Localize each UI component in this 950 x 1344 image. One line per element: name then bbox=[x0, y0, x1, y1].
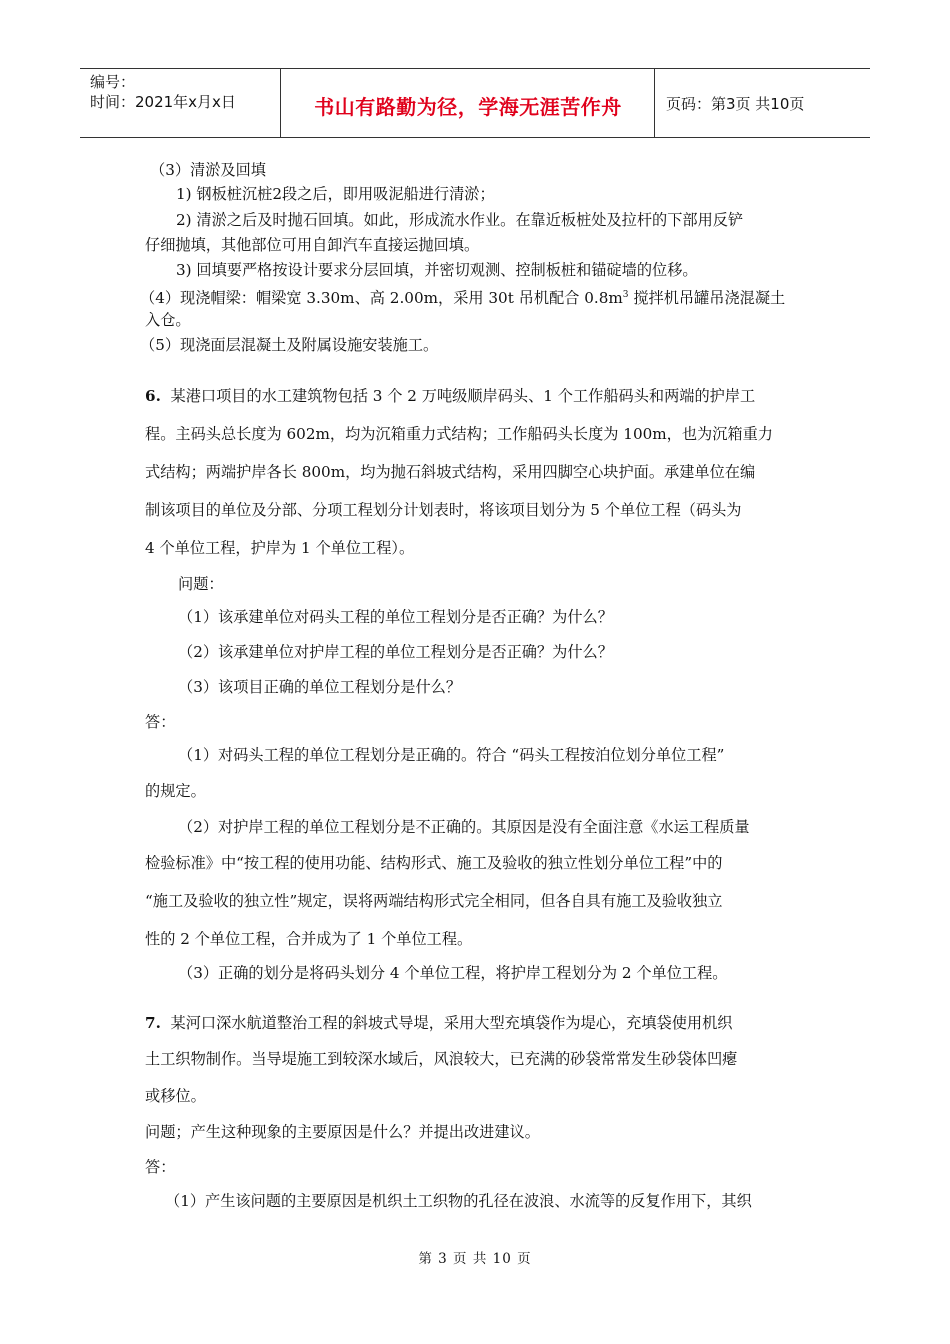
sub-question: （1）该承建单位对码头工程的单位工程划分是否正确？为什么？ bbox=[178, 608, 613, 626]
header-divider bbox=[280, 69, 281, 137]
answer-text-line: （2）对护岸工程的单位工程划分是不正确的。其原因是没有全面注意《水运工程质量 bbox=[178, 818, 750, 836]
question-label: 问题： bbox=[178, 575, 224, 593]
text-line: （4）现浇帽梁：帽梁宽 3.30m、高 2.00m，采用 30t 吊机配合 $0.8m^3$ 搅拌机吊罐吊浇混凝土 bbox=[140, 289, 786, 308]
answer-text-line: 性的 2 个单位工程，合并成为了 1 个单位工程。 bbox=[145, 930, 473, 948]
answer-text-line: “施工及验收的独立性”规定，误将两端结构形式完全相同，但各自具有施工及验收独立 bbox=[145, 892, 723, 910]
answer-label: 答： bbox=[145, 713, 176, 731]
text-line: 入仓。 bbox=[145, 311, 191, 329]
sub-question: （2）该承建单位对护岸工程的单位工程划分是否正确？为什么？ bbox=[178, 643, 613, 661]
question-text-line: 4 个单位工程，护岸为 1 个单位工程）。 bbox=[145, 539, 415, 557]
question-number: 7. bbox=[145, 1014, 161, 1032]
question-text-line: 制该项目的单位及分部、分项工程划分计划表时，将该项目划分为 5 个单位工程（码头为 bbox=[145, 501, 742, 519]
text-line: 1) 钢板桩沉桩2段之后，即用吸泥船进行清淤； bbox=[176, 185, 495, 203]
answer-text-line: （3）正确的划分是将码头划分 4 个单位工程，将护岸工程划分为 2 个单位工程。 bbox=[178, 964, 728, 982]
page-header bbox=[80, 68, 870, 138]
question-text-line: 或移位。 bbox=[145, 1087, 206, 1105]
text-line: 3) 回填要严格按设计要求分层回填，并密切观测、控制板桩和锚碇墙的位移。 bbox=[176, 261, 698, 279]
answer-text-line: （1）对码头工程的单位工程划分是正确的。符合 “码头工程按泊位划分单位工程” bbox=[178, 746, 725, 764]
sub-question: （3）该项目正确的单位工程划分是什么？ bbox=[178, 678, 462, 696]
question-text-line: 问题；产生这种现象的主要原因是什么？并提出改进建议。 bbox=[145, 1123, 540, 1141]
text-line: 2) 清淤之后及时抛石回填。如此，形成流水作业。在靠近板桩处及拉杆的下部用反铲 bbox=[176, 211, 744, 229]
answer-label: 答： bbox=[145, 1158, 176, 1176]
question-text-line: 6. 某港口项目的水工建筑物包括 3 个 2 万吨级顺岸码头、1 个工作船码头和两端的护岸工 bbox=[145, 387, 756, 405]
text-line: 仔细抛填，其他部位可用自卸汽车直接运抛回填。 bbox=[145, 236, 480, 254]
header-page-number: 页码：第3页 共10页 bbox=[666, 95, 805, 113]
question-text-line: 7. 某河口深水航道整治工程的斜坡式导堤，采用大型充填袋作为堤心，充填袋使用机织 bbox=[145, 1014, 733, 1032]
question-text-line: 土工织物制作。当导堤施工到较深水域后，风浪较大，已充满的砂袋常常发生砂袋体凹瘪 bbox=[145, 1050, 738, 1068]
header-divider bbox=[654, 69, 655, 137]
question-text-line: 程。主码头总长度为 602m，均为沉箱重力式结构；工作船码头长度为 100m，也为沉箱重力 bbox=[145, 425, 773, 443]
question-text-line: 式结构；两端护岸各长 800m，均为抛石斜坡式结构，采用四脚空心块护面。承建单位在编 bbox=[145, 463, 756, 481]
header-date: 时间：2021年x月x日 bbox=[90, 93, 236, 111]
page-footer: 第 3 页 共 10 页 bbox=[418, 1251, 532, 1267]
question-number: 6. bbox=[145, 387, 161, 405]
answer-text-line: 检验标准》中“按工程的使用功能、结构形式、施工及验收的独立性划分单位工程”中的 bbox=[145, 854, 723, 872]
answer-text-line: （1）产生该问题的主要原因是机织土工织物的孔径在波浪、水流等的反复作用下，其织 bbox=[165, 1192, 752, 1210]
serial-label: 编号： bbox=[90, 73, 136, 91]
header-motto: 书山有路勤为径，学海无涯苦作舟 bbox=[314, 95, 622, 119]
text-line: （3）清淤及回填 bbox=[150, 161, 266, 179]
text-line: （5）现浇面层混凝土及附属设施安装施工。 bbox=[140, 336, 439, 354]
answer-text-line: 的规定。 bbox=[145, 782, 206, 800]
